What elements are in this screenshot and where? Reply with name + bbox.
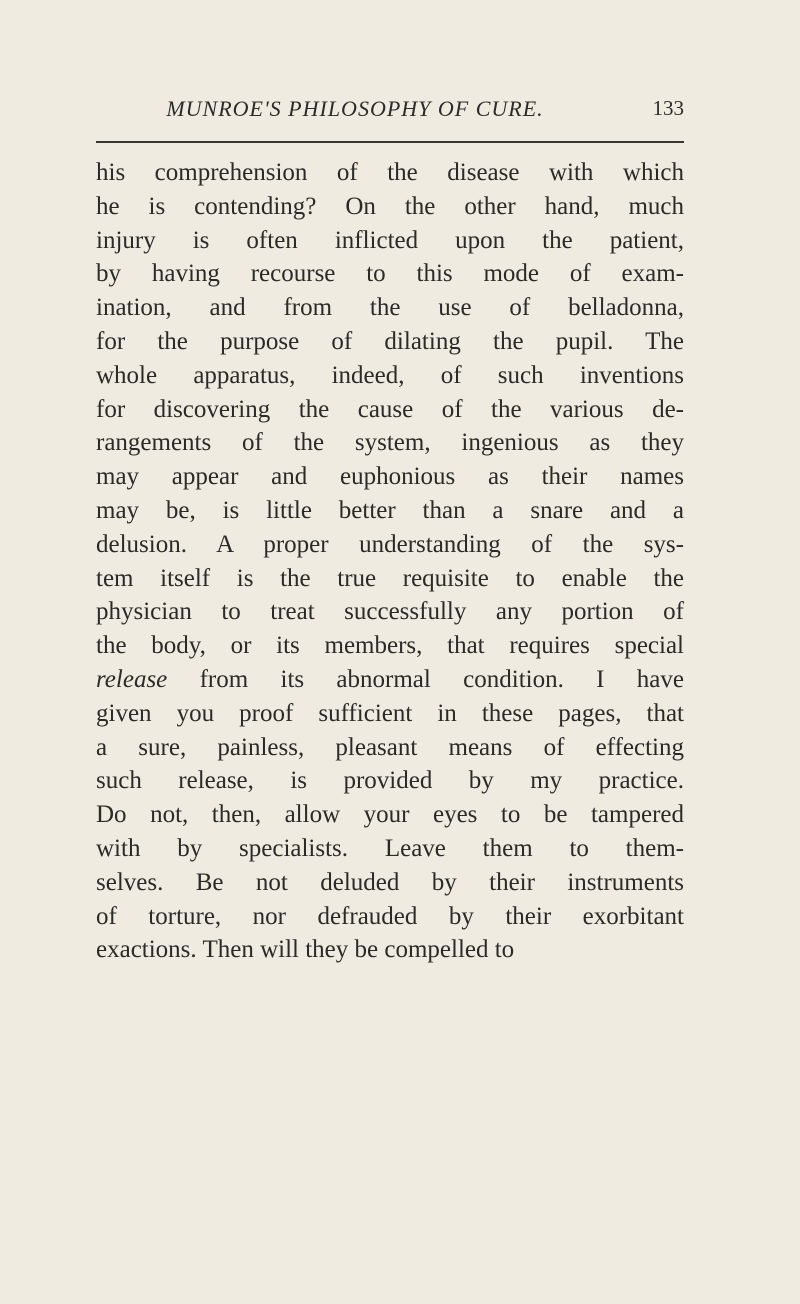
- text-line: his comprehension of the disease with which: [96, 159, 684, 186]
- text-line: may appear and euphonious as their names: [96, 463, 684, 491]
- text-line: ination, and from the use of belladonna,: [96, 294, 684, 322]
- text-line: injury is often inflicted upon the patient,: [96, 226, 684, 254]
- page-header: [96, 96, 684, 136]
- text-line: exactions. Then will they be compelled to: [96, 936, 515, 964]
- text-line-with-italic: [96, 663, 684, 697]
- text-line: delusion. A proper understanding of the sys-: [96, 530, 684, 558]
- text-line: selves. Be not deluded by their instruments: [96, 868, 684, 896]
- text-line: tem itself is the true requisite to enable the: [96, 564, 684, 592]
- text-line: a sure, painless, pleasant means of effecting: [96, 733, 684, 761]
- italic-word-release: release: [96, 665, 168, 693]
- text-line: by having recourse to this mode of exam-: [96, 260, 684, 288]
- text-line-rest: from its abnormal condition. I have: [167, 665, 684, 693]
- text-line: given you proof sufficient in these pages, that: [96, 699, 684, 727]
- text-line: may be, is little better than a snare and a: [96, 496, 684, 524]
- text-line: the body, or its members, that requires special: [96, 632, 684, 660]
- text-line: he is contending? On the other hand, much: [96, 192, 684, 220]
- text-line: with by specialists. Leave them to them-: [96, 834, 684, 862]
- text-line: Do not, then, allow your eyes to be tampered: [96, 801, 684, 829]
- text-line: of torture, nor defrauded by their exorbitant: [96, 902, 684, 930]
- running-head: MUNROE'S PHILOSOPHY OF CURE.: [166, 96, 544, 121]
- text-line: rangements of the system, ingenious as they: [96, 429, 684, 457]
- body-text: [96, 156, 684, 967]
- text-line: for discovering the cause of the various de-: [96, 395, 684, 423]
- text-line: for the purpose of dilating the pupil. The: [96, 327, 684, 355]
- page-number: 133: [652, 96, 684, 120]
- header-rule: [96, 141, 684, 143]
- text-line: whole apparatus, indeed, of such inventions: [96, 361, 684, 389]
- text-line: such release, is provided by my practice.: [96, 767, 684, 795]
- text-line: physician to treat successfully any portion of: [96, 598, 684, 626]
